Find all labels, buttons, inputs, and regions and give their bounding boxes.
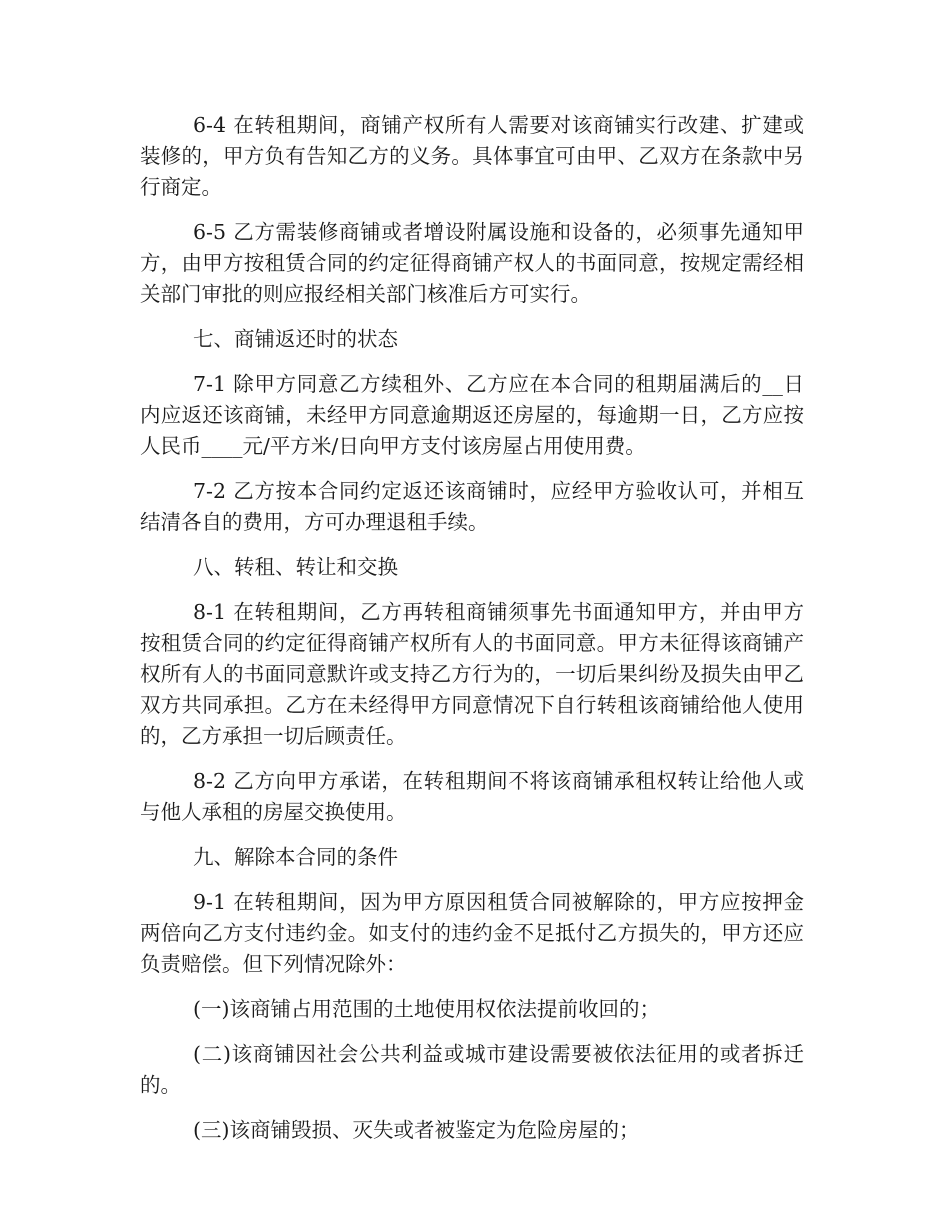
section-heading-7: 七、商铺返还时的状态 <box>193 327 398 351</box>
exception-item-1: (一)该商铺占用范围的土地使用权依法提前收回的； <box>193 997 660 1021</box>
exception-item-2: (二)该商铺因社会公共利益或城市建设需要被依法征用的或者拆迁的。 <box>140 1042 804 1097</box>
clause-8-1: 8-1 在转租期间，乙方再转租商铺须事先书面通知甲方，并由甲方按租赁合同的约定征得商铺产权所有人的书面同意。甲方未征得该商铺产权所有人的书面同意默许或支持乙方行为的，一切后果纠纷及损失由甲乙双方共同承担。乙方在未经得甲方同意情况下自行转租该商铺给他人使用的，乙方承担一切后顾责任。 <box>140 600 804 748</box>
clause-9-1: 9-1 在转租期间，因为甲方原因租赁合同被解除的，甲方应按押金两倍向乙方支付违约金。如支付的违约金不足抵付乙方损失的，甲方还应负责赔偿。但下列情况除外： <box>140 890 804 976</box>
section-heading-8: 八、转租、转让和交换 <box>193 555 398 579</box>
document-body <box>140 110 804 1160</box>
section-heading-9: 九、解除本合同的条件 <box>193 845 398 869</box>
clause-6-5: 6-5 乙方需装修商铺或者增设附属设施和设备的，必须事先通知甲方，由甲方按租赁合同的约定征得商铺产权人的书面同意，按规定需经相关部门审批的则应报经相关部门核准后方可实行。 <box>140 220 804 306</box>
clause-8-2: 8-2 乙方向甲方承诺，在转租期间不将该商铺承租权转让给他人或与他人承租的房屋交换使用。 <box>140 769 804 824</box>
clause-7-2: 7-2 乙方按本合同约定返还该商铺时，应经甲方验收认可，并相互结清各自的费用，方可办理退租手续。 <box>140 479 804 534</box>
exception-item-3: (三)该商铺毁损、灭失或者被鉴定为危险房屋的； <box>193 1118 640 1142</box>
clause-7-1: 7-1 除甲方同意乙方续租外、乙方应在本合同的租期届满后的__日内应返还该商铺，未经甲方同意逾期返还房屋的，每逾期一日，乙方应按人民币____元/平方米/日向甲方支付该房屋占用使用费。 <box>140 372 804 458</box>
clause-6-4: 6-4 在转租期间，商铺产权所有人需要对该商铺实行改建、扩建或装修的，甲方负有告知乙方的义务。具体事宜可由甲、乙双方在条款中另行商定。 <box>140 113 804 199</box>
